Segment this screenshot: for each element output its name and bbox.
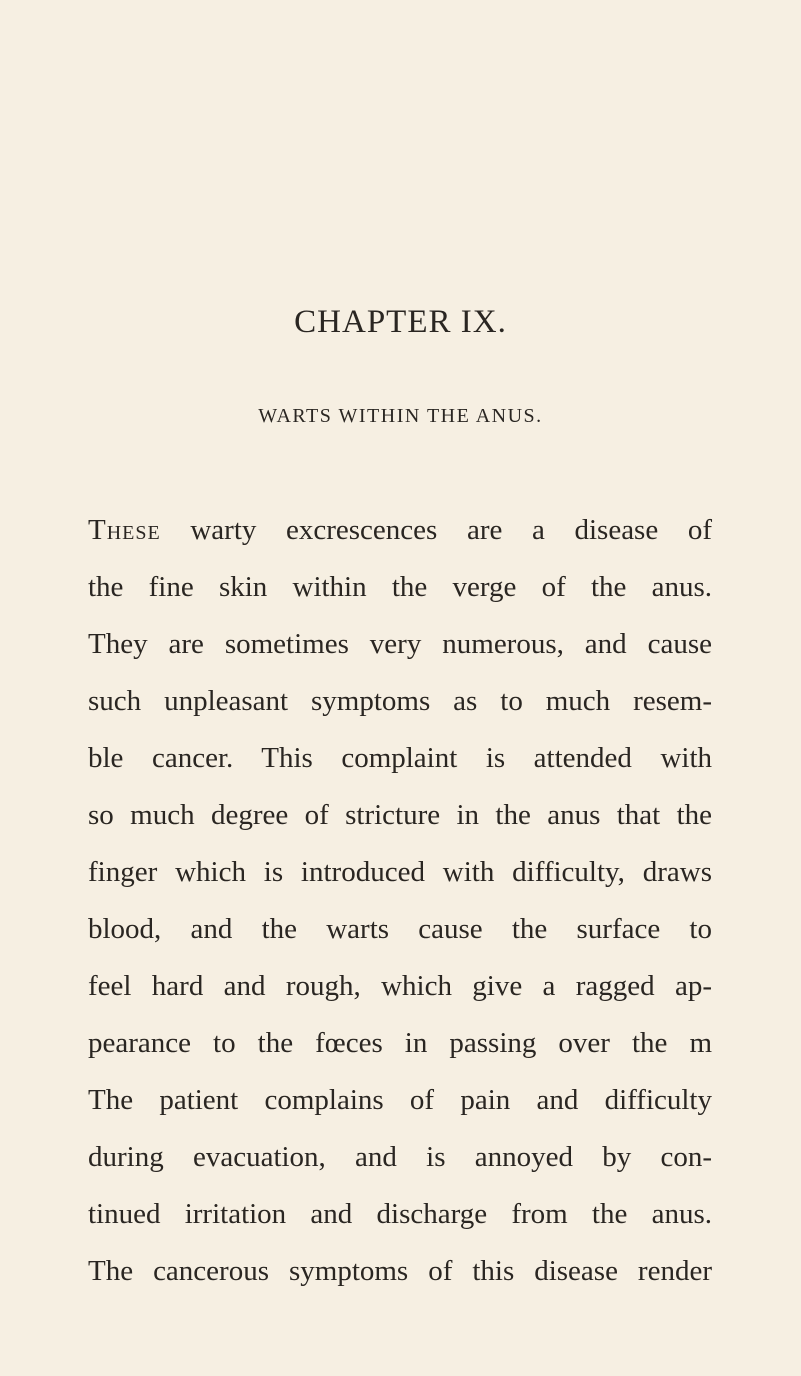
text-line-6: so much degree of stricture in the anus that the (88, 799, 712, 831)
chapter-heading: CHAPTER IX. (294, 304, 507, 340)
text-line-13: tinued irritation and discharge from the anus. (88, 1198, 712, 1230)
text-line-3: They are sometimes very numerous, and cause (88, 628, 712, 660)
text-line-1-rest: warty excrescences are a disease of (160, 514, 712, 546)
text-line-14: The cancerous symptoms of this disease render (88, 1255, 712, 1287)
text-line-1 (88, 502, 712, 559)
text-line-2: the fine skin within the verge of the anus. (88, 571, 712, 603)
text-line-9: feel hard and rough, which give a ragged ap- (88, 970, 712, 1002)
text-line-10: pearance to the fœces in passing over the m (88, 1027, 712, 1059)
text-line-12: during evacuation, and is annoyed by con- (88, 1141, 712, 1173)
body-paragraph (88, 502, 712, 1300)
text-line-11: The patient complains of pain and difficulty (88, 1084, 712, 1116)
text-line-8: blood, and the warts cause the surface to (88, 913, 712, 945)
text-line-7: finger which is introduced with difficulty, draws (88, 856, 712, 888)
lead-word: These (88, 514, 161, 546)
text-line-4: such unpleasant symptoms as to much resem- (88, 685, 712, 717)
chapter-title: WARTS WITHIN THE ANUS. (258, 405, 543, 427)
text-line-5: ble cancer. This complaint is attended with (88, 742, 712, 774)
